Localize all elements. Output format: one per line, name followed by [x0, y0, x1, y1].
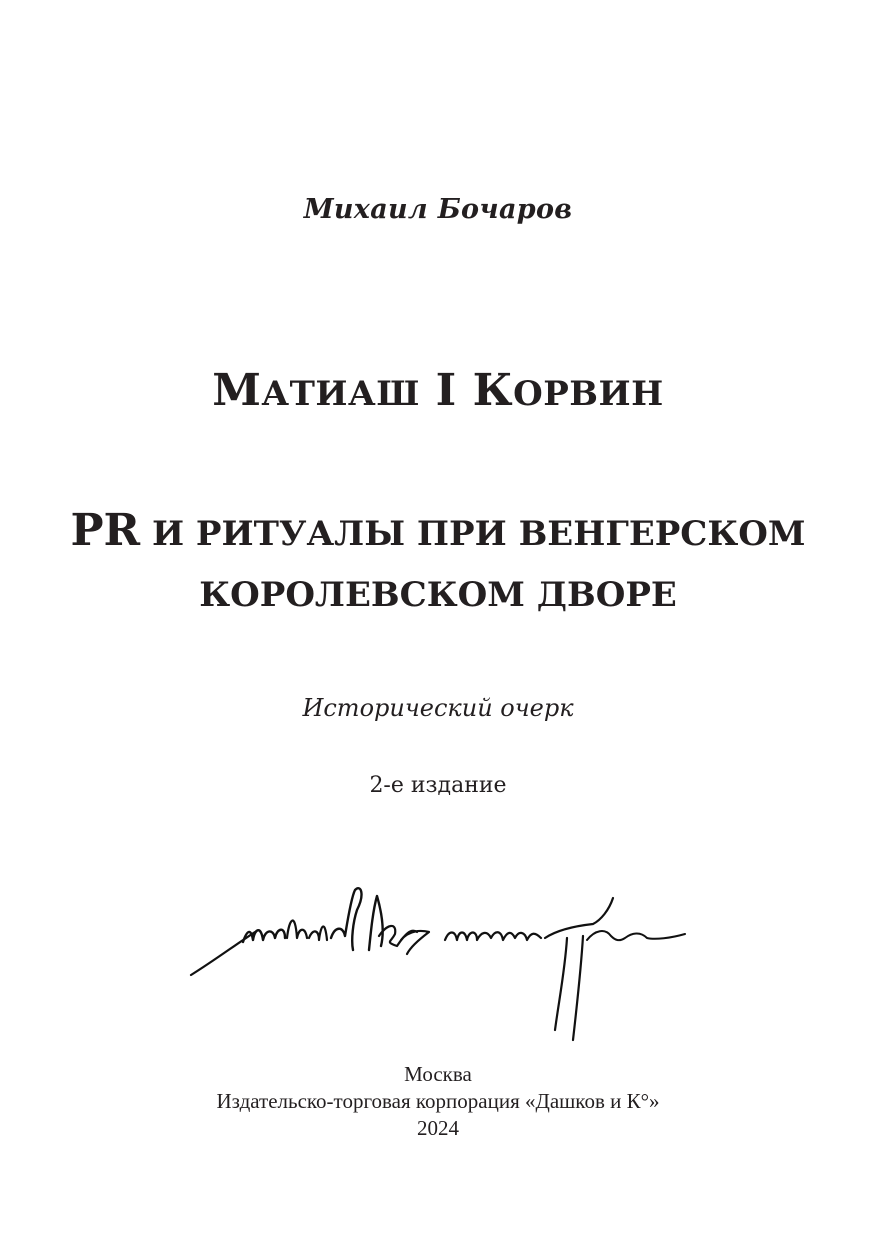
genre-label: Исторический очерк — [302, 694, 574, 722]
title-rest-2: ОРВИН — [513, 374, 664, 414]
edition-label: 2-е издание — [369, 773, 507, 798]
subtitle-pr: PR — [70, 505, 141, 556]
title-initial-1: М — [212, 365, 262, 416]
imprint-year: 2024 — [417, 1116, 459, 1140]
subtitle-line-1 — [0, 505, 876, 556]
handwritten-signature-icon — [185, 880, 695, 1045]
title-rest-1: АТИАШ — [261, 374, 420, 414]
subtitle-line-2: КОРОЛЕВСКОМ ДВОРЕ — [199, 575, 677, 615]
imprint-publisher: Издательско-торговая корпорация «Дашков и К°» — [216, 1089, 660, 1113]
title-initial-2: К — [472, 365, 514, 416]
book-title — [0, 365, 876, 416]
subtitle-line-1-rest: И РИТУАЛЫ ПРИ ВЕНГЕРСКОМ — [151, 514, 806, 554]
author-name: Михаил Бочаров — [303, 194, 573, 225]
imprint-city: Москва — [404, 1062, 472, 1086]
title-numeral: I — [435, 365, 457, 416]
